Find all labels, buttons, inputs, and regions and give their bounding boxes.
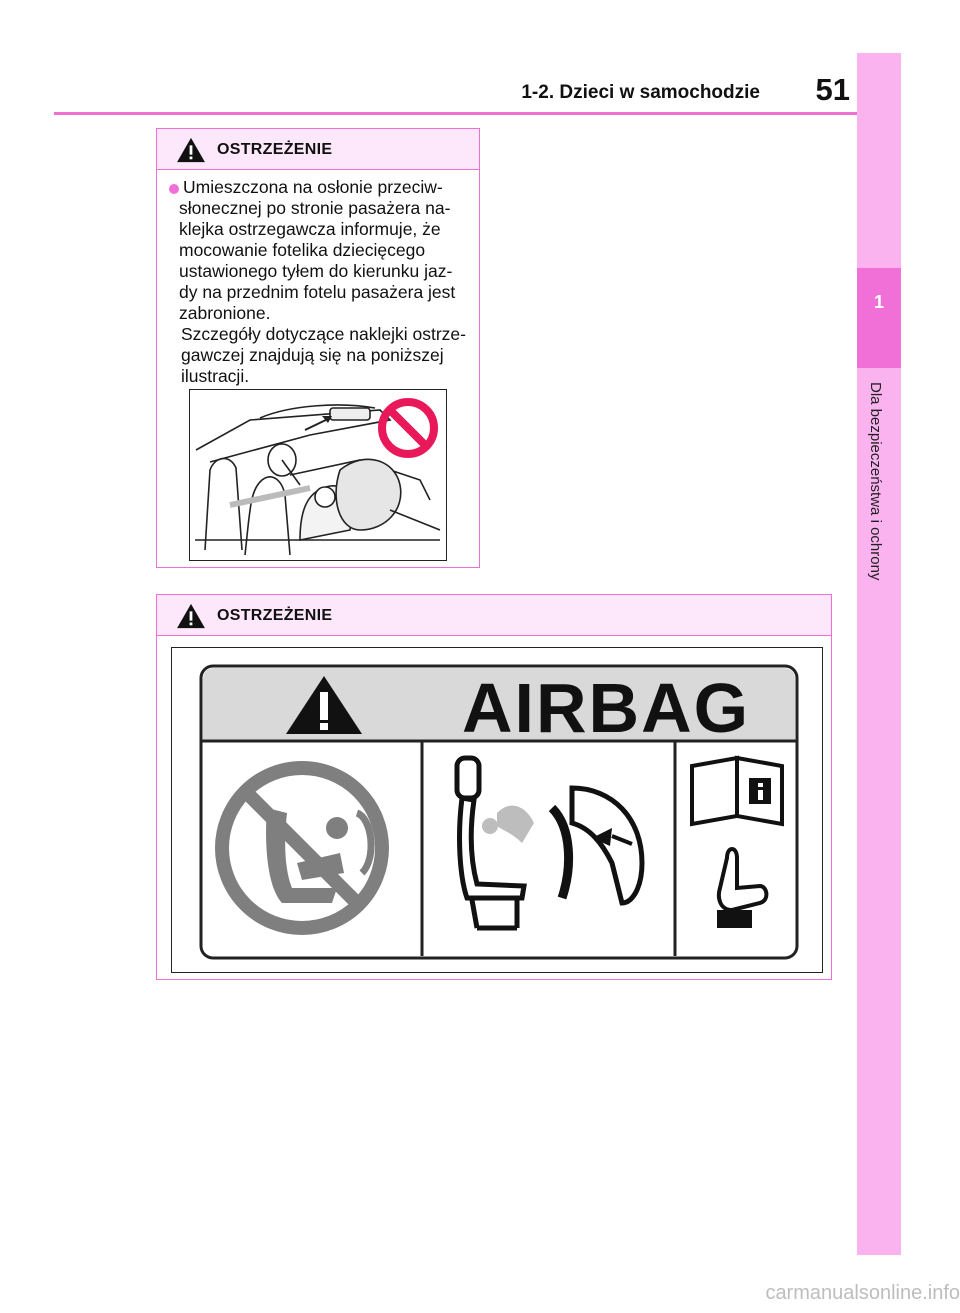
- detail-line: ilustracji.: [181, 366, 250, 386]
- warning-heading: OSTRZEŻENIE: [217, 141, 333, 158]
- bullet-line: słonecznej po stronie pasażera na-: [179, 198, 451, 218]
- chapter-title: [857, 382, 901, 622]
- sun-visor-illustration: [189, 389, 447, 561]
- bullet-line: zabronione.: [179, 303, 271, 323]
- warning-box-2: [156, 594, 832, 980]
- header-divider: [54, 112, 857, 115]
- prohibited-sign-icon: [382, 402, 434, 454]
- airbag-label-frame: [171, 647, 823, 973]
- page-number: 51: [815, 72, 850, 107]
- warning-header: [157, 595, 831, 636]
- warning-triangle-icon: [175, 137, 207, 163]
- watermark: carmanualsonline.info: [765, 1282, 960, 1304]
- warning-heading: OSTRZEŻENIE: [217, 607, 333, 624]
- detail-line: gawczej znajdują się na poniższej: [181, 345, 444, 365]
- warning-box-1: [156, 128, 480, 568]
- bullet-icon: [169, 184, 179, 194]
- side-tab: [857, 53, 901, 1255]
- airbag-label-word: AIRBAG: [462, 669, 751, 747]
- no-child-seat-icon: [222, 768, 382, 928]
- bullet-line: Umieszczona na osłonie przeciw-: [183, 177, 443, 197]
- car-interior-drawing: [190, 390, 446, 560]
- chapter-tab: [857, 268, 901, 368]
- bullet-line: mocowanie fotelika dziecięcego: [179, 240, 426, 260]
- bullet-line: ustawionego tyłem do kierunku jaz-: [179, 261, 453, 281]
- bullet-line: klejka ostrzegawcza informuje, że: [179, 219, 441, 239]
- warning-triangle-icon: [175, 603, 207, 629]
- section-title: 1-2. Dzieci w samochodzie: [521, 82, 760, 103]
- chapter-number: 1: [873, 292, 884, 312]
- warning-header: [157, 129, 479, 170]
- chapter-title-text: Dla bezpieczeństwa i ochrony: [867, 382, 884, 581]
- read-manual-icon: [692, 758, 782, 824]
- detail-line: Szczegóły dotyczące naklejki ostrze-: [181, 324, 466, 344]
- bullet-line: dy na przednim fotelu pasażera jest: [179, 282, 456, 302]
